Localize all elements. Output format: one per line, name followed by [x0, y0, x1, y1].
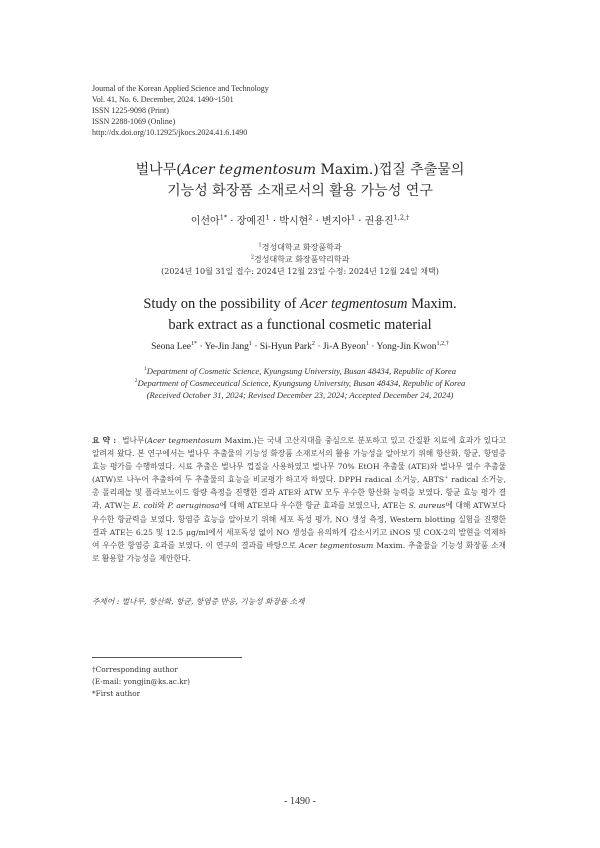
abstract-species: E. coli: [132, 501, 158, 511]
affil-sup: 1: [143, 366, 147, 373]
author-sup: 2: [311, 340, 315, 347]
english-affil-2: Department of Cosmeceutical Science, Kyungsung University, Busan 48434, Republic of Korea: [137, 378, 466, 388]
author-sup: 1,2,†: [436, 340, 449, 347]
footnotes: [92, 664, 190, 700]
abstract-text: Maxim. 추출물을 기능성 화장품 소재로 활용할 가능성을 제안한다.: [92, 540, 506, 563]
english-authors: Seona Lee$^{1*}$ · Ye-Jin Jang$^1$ · Si-Hyun Park$^2$ · Ji-A Byeon$^1$ · Yong-Jin Kwon$^{1,2,\dagger}$: [151, 340, 449, 352]
abstract-species: Acer tegmentosum: [147, 436, 222, 445]
korean-title-post: Maxim.)껍질 추출물의: [316, 162, 465, 178]
korean-affil-2: 경성대학교 화장품약리학과: [254, 255, 350, 264]
abstract-species: Acer tegmentosum: [299, 540, 374, 550]
abstract-text: Maxim.)는 국내 고산지대를 중심으로 분포하고 있고 간질환 치료에 효과가 있다고 알려져 왔다. 본 연구에서는 벌나무 추출물의 기능성 화장품 소재로서의 활용 가능성을 알아보기 위해 항산화, 항균, 항염증 효능 평가를 수행하였다. 시료 추출은 벌나무 껍질을 사용하였고 벌나무 70% EtOH 추출물 (ATE)와 벌나무 열수 추출물 (ATW)로 나누어 추출하여 두 추출물의 효능을 비교평가 하고자 하였다. DPPH radical 소거능, ABTS: [92, 436, 506, 485]
english-title-pre: Study on the possibility of: [143, 296, 301, 312]
email-note: (E-mail: yongjin@ks.ac.kr): [92, 677, 190, 686]
abstract-text: 에 대해 ATE보다 우수한 항균 효과를 보였으나, ATE는: [219, 501, 409, 511]
author-name: 권용진: [364, 216, 394, 227]
korean-authors: 이선아$^{1*}$ · 장예진$^1$ · 박시현$^2$ · 변지아$^1$ · 권용진$^{1,2,\dagger}$: [190, 213, 410, 227]
english-title: [0, 294, 600, 336]
author-sup: 1,2,†: [393, 213, 410, 222]
first-author-note: *First author: [92, 689, 141, 698]
author-sup: 1: [365, 340, 369, 347]
keywords: 주제어 : 벌나무, 항산화, 항균, 항염증 반응, 기능성 화장품 소재: [92, 597, 305, 606]
english-title-species: Acer tegmentosum: [300, 296, 408, 312]
author-name: Yong-Jin Kwon: [376, 342, 437, 352]
journal-info: [92, 83, 269, 138]
journal-name: Journal of the Korean Applied Science and Technology: [92, 84, 269, 93]
korean-title-species: Acer tegmentosum: [181, 162, 317, 178]
author-sup: 1: [248, 340, 252, 347]
korean-affil-1: 경성대학교 화장품학과: [261, 243, 342, 252]
author-name: Si-Hyun Park: [259, 342, 312, 352]
author-name: 박시현: [279, 216, 309, 227]
korean-affiliations: [0, 242, 600, 278]
korean-title-line2: 기능성 화장품 소재로서의 활용 가능성 연구: [167, 183, 433, 199]
author-sup: 2: [308, 213, 313, 222]
author-sup: 1: [350, 213, 356, 222]
abstract-species: P. aeruginosa: [167, 501, 220, 511]
author-sup: 1: [265, 213, 270, 222]
abstract-text: 에 대해 ATW보다 우수한 항균력을 보였다. 항염증 효능을 알아보기 위해 세포 독성 평가, NO 생성 측정, Western blotting 실험을 진행한 결과 ATE는 6.25 및 12.5 μg/ml에서 세포독성 없이 NO 생성을 유의하게 감소시키고 iNOS 및 COX-2의 발현을 억제하여 우수한 항염증 효과를 보였다. 이 연구의 결과를 바탕으로: [92, 501, 506, 550]
author-sup: 1*: [219, 213, 228, 222]
abstract-text: 벌나무(: [122, 436, 148, 445]
english-dates: (Received October 31, 2024; Revised December 23, 2024; Accepted December 24, 2024): [146, 390, 454, 400]
author-name: 변지아: [321, 216, 351, 227]
english-title-line2: bark extract as a functional cosmetic material: [168, 317, 432, 333]
abstract-text: radical 소거능, 총 폴리페놀 및 플라보노이드 함량 측정을 진행한 결과 ATE와 ATW 모두 우수한 항산화 능력을 보였다. 항균 효능 평가 결과, ATW는: [92, 475, 506, 511]
author-name: Ye-Jin Jang: [204, 342, 249, 352]
abstract: [92, 434, 506, 565]
affil-sup: 2: [250, 254, 255, 261]
author-sup: 1*: [190, 340, 198, 347]
doi-link[interactable]: http://dx.doi.org/10.12925/jkocs.2024.41.6.1490: [92, 128, 248, 137]
corresponding-author-note: †Corresponding author: [92, 665, 178, 674]
abstract-label: 요 약 :: [92, 436, 117, 445]
abstract-sup: +: [444, 474, 449, 481]
english-title-post: Maxim.: [407, 296, 457, 312]
korean-title: [0, 160, 600, 202]
affil-sup: 1: [258, 242, 262, 249]
abstract-text: 와: [157, 501, 168, 511]
author-name: 장예진: [236, 216, 266, 227]
issn-online: ISSN 2288-1069 (Online): [92, 117, 176, 126]
affil-sup: 2: [134, 378, 138, 385]
korean-title-pre: 벌나무(: [135, 162, 182, 178]
english-affiliations: [0, 365, 600, 401]
english-affil-1: Department of Cosmetic Science, Kyungsung University, Busan 48434, Republic of Korea: [146, 366, 457, 376]
author-name: Ji-A Byeon: [322, 342, 366, 352]
issn-print: ISSN 1225-9098 (Print): [92, 106, 169, 115]
author-name: 이선아: [190, 216, 220, 227]
korean-dates: (2024년 10월 31일 접수: 2024년 12월 23일 수정: 2024년 12월 24일 채택): [161, 267, 439, 276]
author-name: Seona Lee: [151, 342, 191, 352]
footnote-divider: [92, 657, 242, 658]
journal-volume: Vol. 41, No. 6. December, 2024. 1490~1501: [92, 95, 234, 104]
abstract-species: S. aureus: [408, 501, 446, 511]
page-number: - 1490 -: [284, 796, 316, 807]
